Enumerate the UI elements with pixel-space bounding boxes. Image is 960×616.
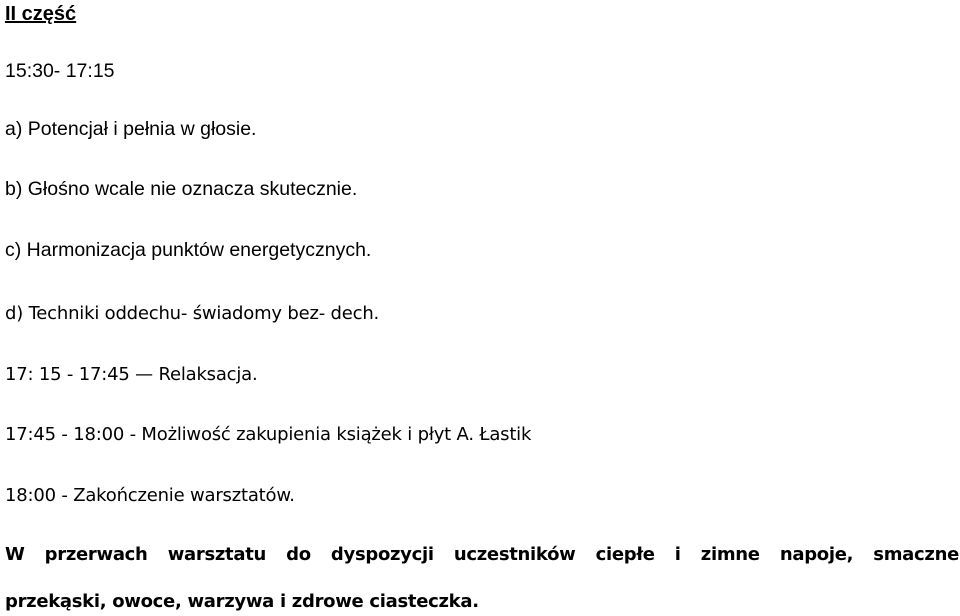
agenda-item-a: a) Potencjał i pełnia w głosie. [5,118,257,140]
agenda-item-d: d) Techniki oddechu- świadomy bez- dech. [5,303,380,324]
section-heading: II część [5,3,77,25]
break-note-line-1: W przerwach warsztatu do dyspozycji uczestników ciepłe i zimne napoje, smaczne [5,544,959,565]
purchase-slot: 17:45 - 18:00 - Możliwość zakupienia książek i płyt A. Łastik [5,424,532,445]
agenda-item-c: c) Harmonizacja punktów energetycznych. [5,239,372,261]
closing-slot: 18:00 - Zakończenie warsztatów. [5,485,295,506]
session-time: 15:30- 17:15 [5,60,115,82]
agenda-item-b: b) Głośno wcale nie oznacza skutecznie. [5,178,358,200]
break-note-line-2: przekąski, owoce, warzywa i zdrowe ciasteczka. [5,591,479,612]
relaxation-slot: 17: 15 - 17:45 — Relaksacja. [5,364,258,385]
